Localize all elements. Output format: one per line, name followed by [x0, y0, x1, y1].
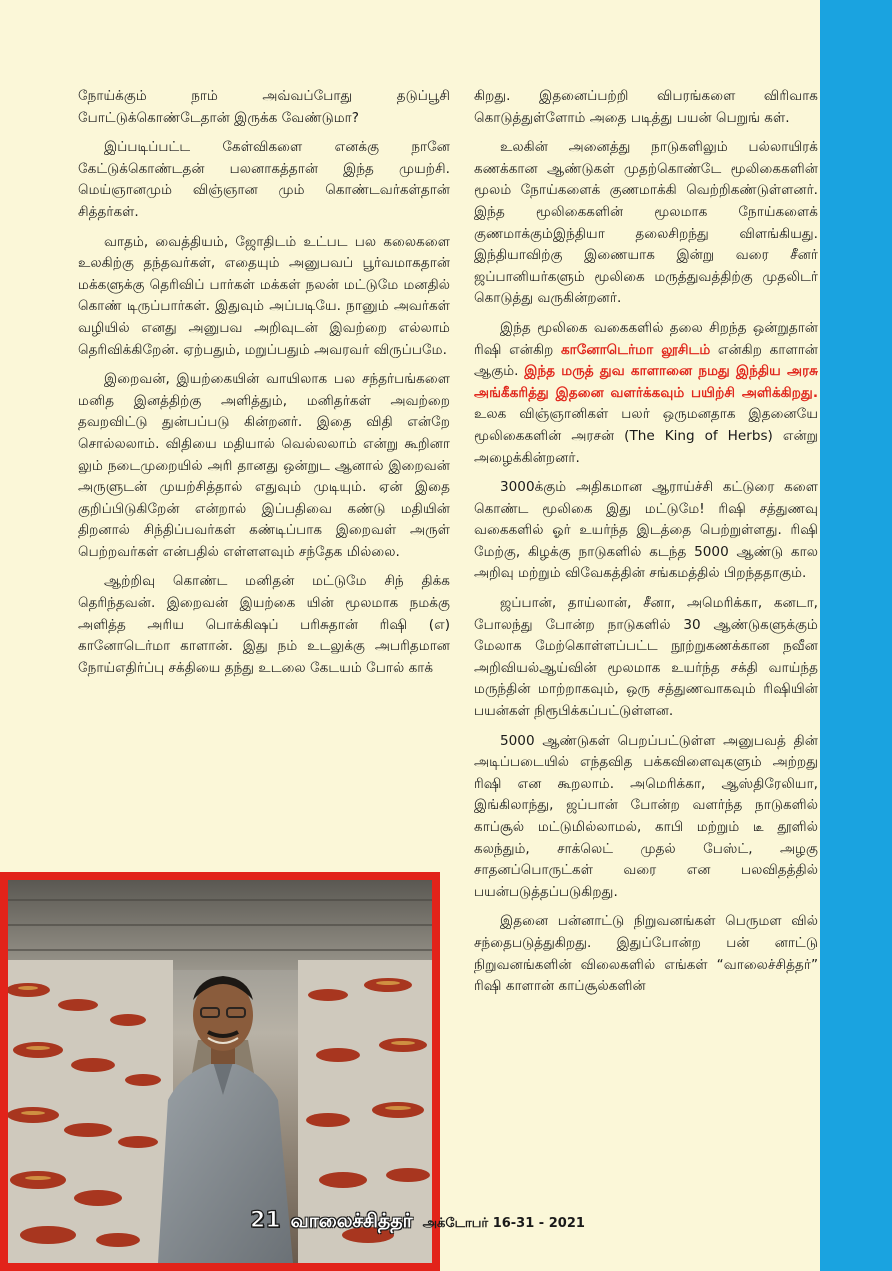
right-paragraph-5: ஜப்பான், தாய்லான், சீனா, அமெரிக்கா, கனடா, போலந்து போன்ற நாடுகளில் 30 ஆண்டுகளுக்கும் மேலாக மேற்கொள்ளப்பட்ட நூற்றுகணக்கான நவீன அறிவியல்ஆய்வின் மூலமாக உயர்ந்த சக்தி வாய்ந்த மருந்தின் மாற்றாகவும், ஒரு சத்துணவாகவும் ரிஷியின் பயன்கள் நிரூபிக்கப்பட்டுள்ளன. — [474, 595, 818, 720]
page-number: 21 — [250, 1208, 281, 1233]
highlight-government-recognition: இந்த மருத் துவ காளானை நமது இந்திய அரசு அங்கீகரித்து இதனை வளர்க்கவும் பயிற்சி அளிக்கிறது. — [474, 363, 818, 401]
right-paragraph-4: 3000க்கும் அதிகமான ஆராய்ச்சி கட்டுரை களை கொண்ட மூலிகை இது மட்டுமே! ரிஷி சத்துணவு வகைகளில் ஓர் உயர்ந்த இடத்தை பெற்றுள்ளது. ரிஷி மேற்கு, கிழக்கு நாடுகளில் கடந்த 5000 ஆண்டு கால அறிவு மற்றும் விவேகத்தின் சங்கமத்தில் பிறந்ததாகும். — [474, 479, 818, 582]
right-paragraph-3-end: உலக விஞ்ஞானிகள் பலர் ஒருமனதாக இதனையே மூலிகைகளின் அரசன் (The King of Herbs) என்று அழைக்கின்றனர். — [474, 406, 818, 466]
right-accent-strip — [820, 0, 892, 1271]
right-paragraph-3-intro: இந்த மூலிகை வகைகளில் தலை சிறந்த ஒன்றுதான் ரிஷி என்கிற — [474, 319, 818, 358]
right-paragraph-3 — [474, 318, 818, 469]
left-paragraph-2: இப்படிப்பட்ட கேள்விகளை எனக்கு நானே கேட்டுக்கொண்டதன் பலனாகத்தான் இந்த முயற்சி. மெய்ஞானமும் விஞ்ஞான மும் கொண்டவர்கள்தான் சித்தர்கள். — [78, 139, 450, 220]
right-paragraph-6: 5000 ஆண்டுகள் பெறப்பட்டுள்ள அனுபவத் தின் அடிப்படையில் எந்தவித பக்கவிளைவுகளும் அற்றது ரிஷி என கூறலாம். அமெரிக்கா, ஆஸ்திரேலியா, இங்கிலாந்து, ஜப்பான் போன்ற வளர்ந்த நாடுகளில் காப்சூல் மட்டுமில்லாமல், காபி மற்றும் டீ தூளில் கலந்தும், சாக்லெட் முதல் பேஸ்ட், அழகு சாதனப்பொருட்கள் வரை என பலவிதத்தில் பயன்படுத்தப்படுகிறது. — [474, 732, 818, 900]
right-paragraph-3-mid: என்கிற காளான் ஆகும். — [474, 341, 818, 380]
issue-date: அக்டோபர் 16-31 - 2021 — [422, 1216, 585, 1231]
mushroom-farm-photo — [8, 880, 432, 1263]
left-paragraph-4: இறைவன், இயற்கையின் வாயிலாக பல சந்தர்பங்களை மனித இனத்திற்கு அளித்தும், மனிதர்கள் அவற்றை தவறவிட்டு துன்பப்படு கின்றனர். இதை விதி என்றே சொல்லலாம். விதியை மதியால் வெல்லலாம் என்று கூறினா லும் நடைமுறையில் அரி தானது ஒன்றுட ஆனால் இறைவன் அருளுடன் முயற்சித்தால் எதுவும் முடியும். ஏன் இதை குறிப்பிடுகிறேன் என்றால் இப்பதிவை கண்டு மதியின் திறனால் சிந்திப்பவர்கள் கண்டிப்பாக இறைவள் அருள் பெற்றவர்கள் என்பதில் எள்ளளவும் சந்தேக மில்லை. — [78, 371, 450, 560]
page-footer — [250, 1208, 650, 1238]
photo-illustration — [8, 880, 432, 1263]
right-paragraph-1: கிறது. இதனைப்பற்றி விபரங்களை விரிவாக கொடுத்துள்ளோம் அதை படித்து பயன் பெறுங் கள். — [474, 88, 818, 126]
magazine-name: வாலைச்சித்தர் — [290, 1210, 413, 1232]
right-paragraph-7: இதனை பன்னாட்டு நிறுவனங்கள் பெருமள வில் சந்தைபடுத்துகிறது. இதுப்போன்ற பன் னாட்டு நிறுவனங்களின் விலைகளில் எங்கள் “வாலைச்சித்தர்” ரிஷி காளான் காப்சூல்களின் — [474, 913, 818, 995]
left-paragraph-5: ஆற்றிவு கொண்ட மனிதன் மட்டுமே சிந் திக்க தெரிந்தவன். இறைவன் இயற்கை யின் மூலமாக நமக்கு அளித்த அரிய பொக்கிஷப் பரிசுதான் ரிஷி (எ) கானோடெர்மா காளான். இது நம் உடலுக்கு அபரிதமான நோய்எதிர்ப்பு சக்தியை தந்து உடலை கேடயம் போல் காக் — [78, 573, 450, 676]
right-column — [474, 86, 818, 1006]
highlight-species-name: கானோடெர்மா லூசிடம் — [560, 341, 711, 358]
left-paragraph-3: வாதம், வைத்தியம், ஜோதிடம் உட்பட பல கலைகளை உலகிற்கு தந்தவர்கள், எதையும் அனுபவப் பூர்வமாகதான் மக்களுக்கு தெரிவிப் பார்கள் மக்கள் நலன் மட்டுமே மனதில் கொண் டிருப்பார்கள். இதுவும் அப்படியே. நானும் அவர்கள் வழியில் எனது அனுபவ அறிவுடன் இவற்றை எல்லாம் தெரிவிக்கிறேன். ஏற்பதும், மறுப்பதும் அவரவர் விருப்பமே. — [78, 233, 450, 358]
left-column — [78, 86, 450, 687]
right-paragraph-2: உலகின் அனைத்து நாடுகளிலும் பல்லாயிரக் கணக்கான ஆண்டுகள் முதற்கொண்டே மூலிகைகளின் மூலம் நோய்களைக் குணமாக்கி வெற்றிகண்டுள்ளனர். இந்த மூலிகைகளின் மூலமாக நோய்களைக் குணமாக்கும்இந்தியா தலைசிறந்து விளங்கியது. இந்தியாவிற்கு இணையாக இன்று வரை சீனர் ஜப்பானியர்களும் மூலிகை மருத்துவத்திற்கு முதலிடர் கொடுத்து வருகின்றனர். — [474, 139, 818, 307]
left-paragraph-1: நோய்க்கும் நாம் அவ்வப்போது தடுப்பூசி போட்டுக்கொண்டேதான் இருக்க வேண்டுமா? — [78, 88, 450, 126]
